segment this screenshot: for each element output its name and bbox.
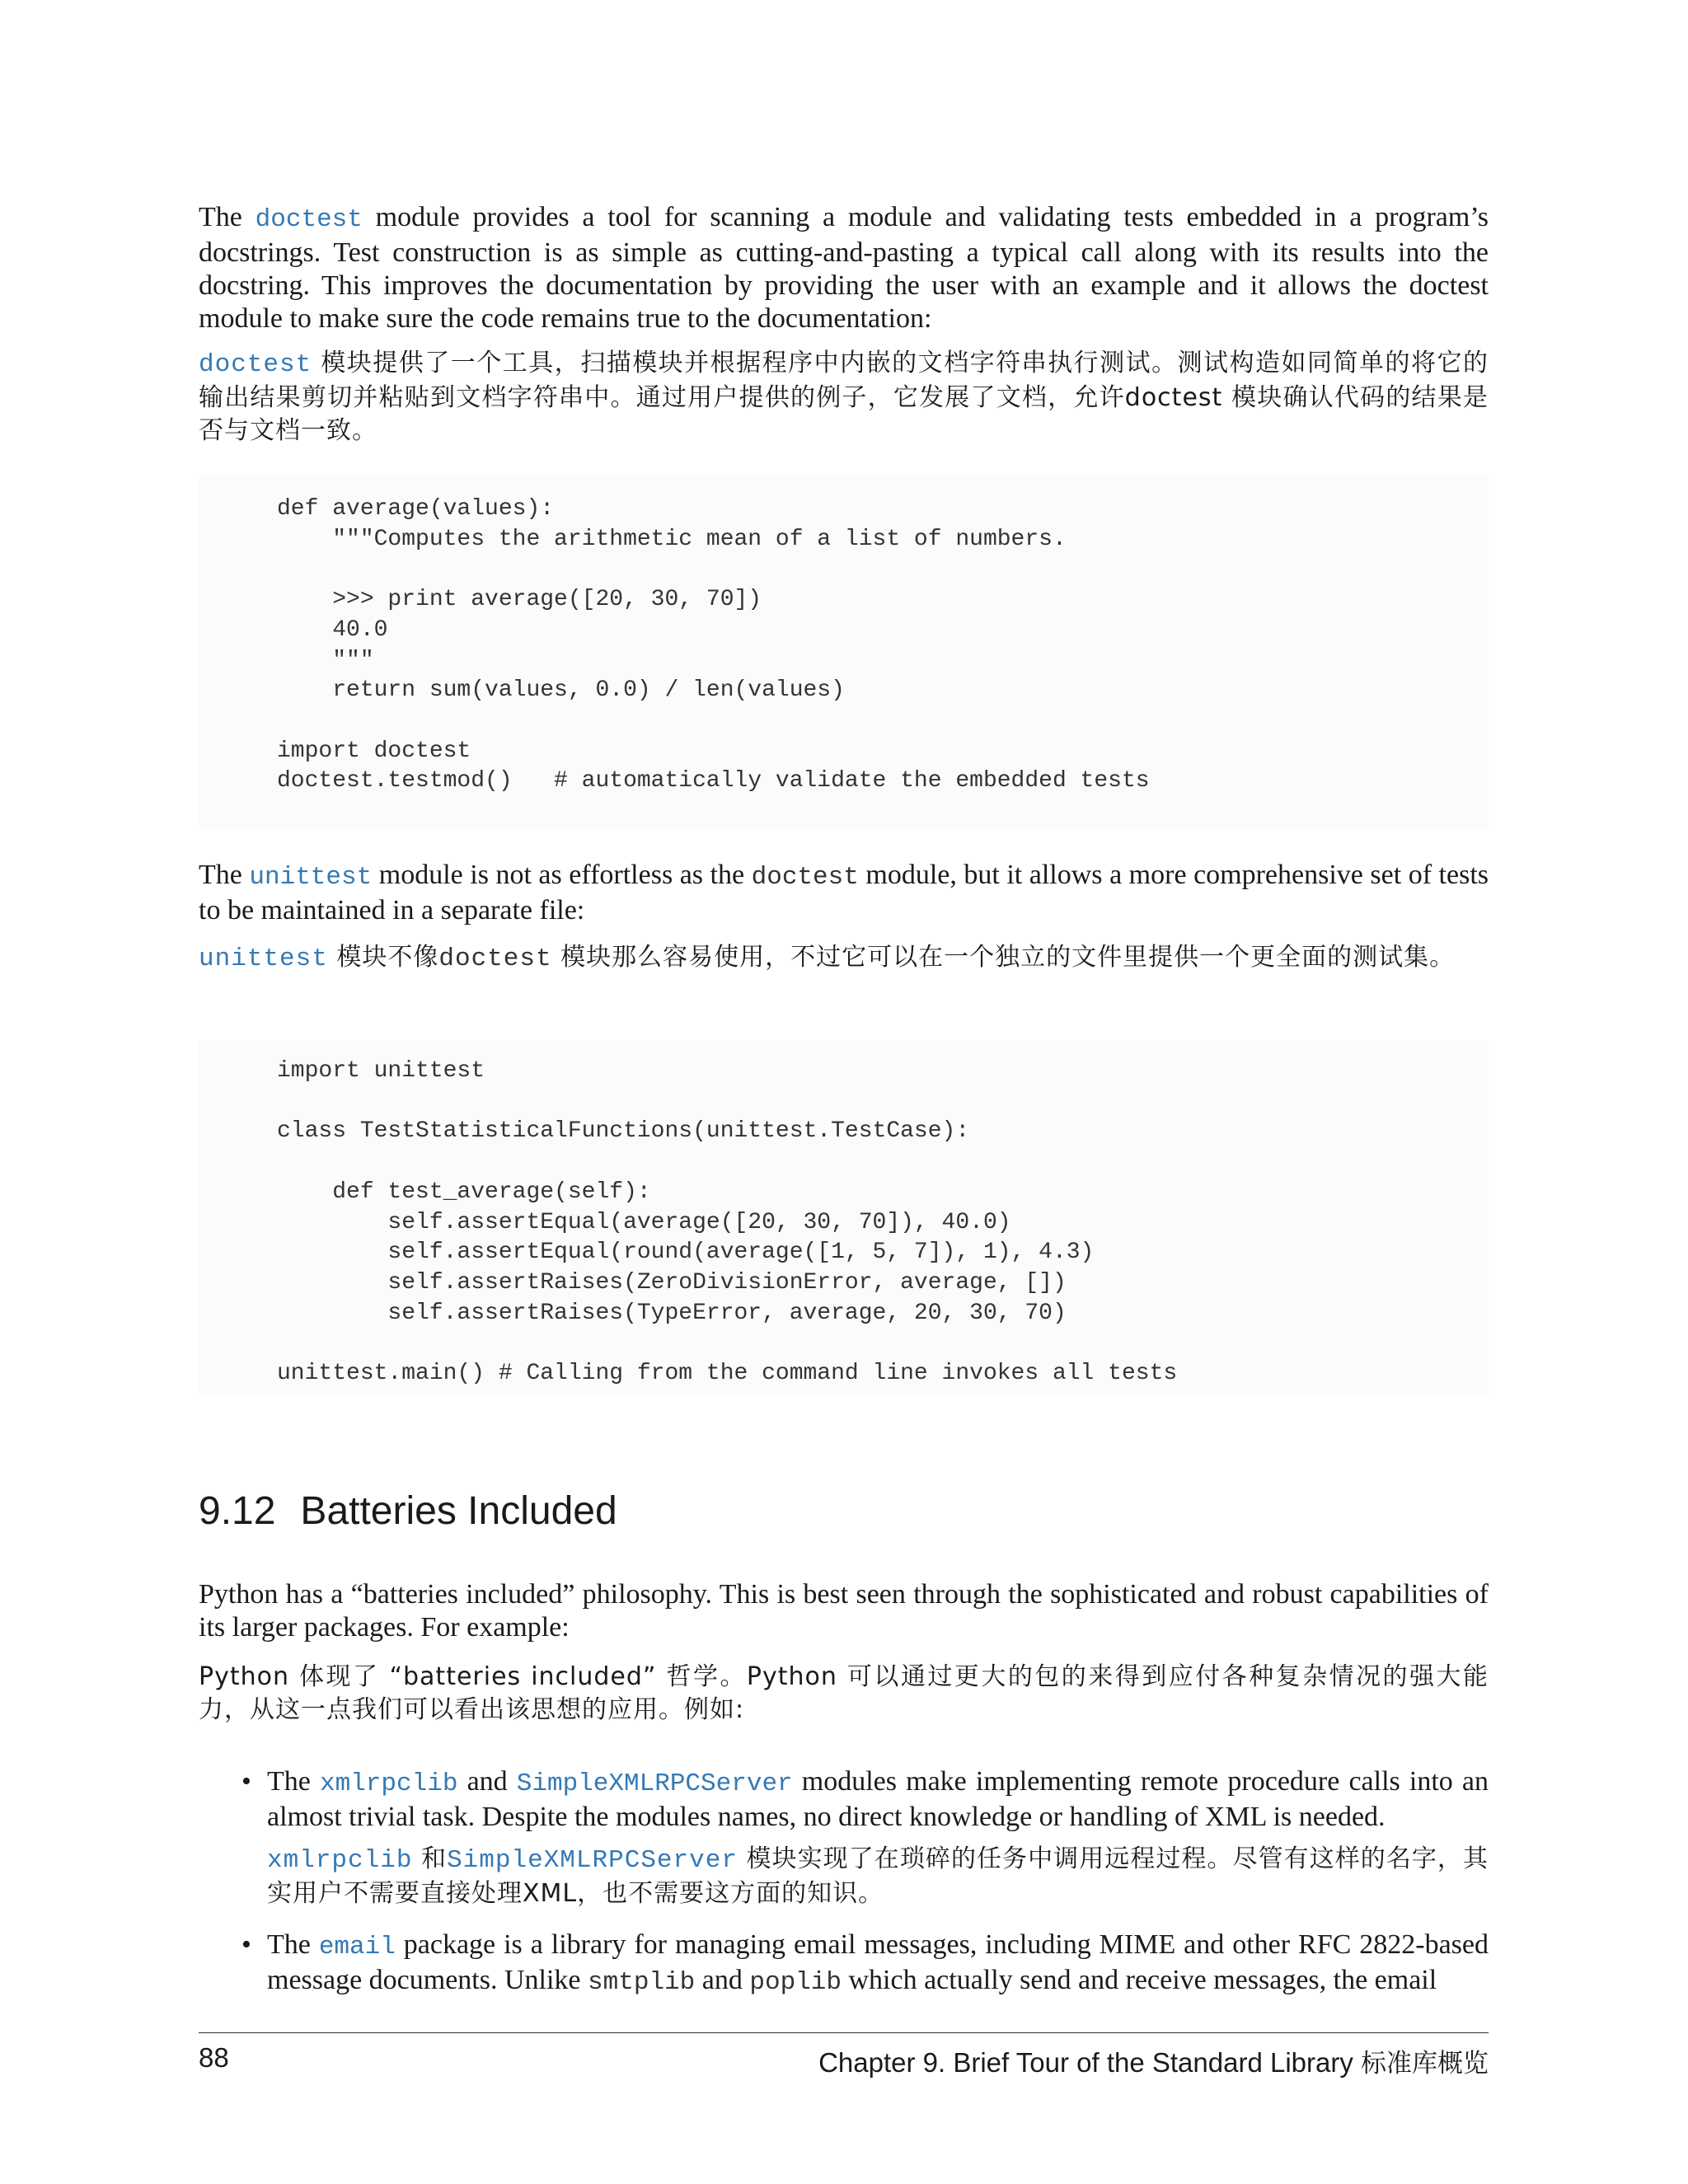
code-text: import unittest class TestStatisticalFunctions(unittest.TestCase): def test_average(self): self.assertEqual(average([20, 30, 70]), 40.0) self.assertEqual(round(average([1, 5, 7]), 1), 4.3) self.assertRaises(ZeroDivisionError, average, []) self.assertRaises(TypeError, average, 20, 30, 70) unittest.main() # Calling from the command line invokes all tests xyxy=(277,1058,1178,1387)
text-run: and xyxy=(457,1766,517,1797)
text-run: 模块实现了在琐碎的任务中调用远程过程。尽管有这样的名字，其实用户不需要直接处理XML，也不需要这方面的知识。 xyxy=(267,1844,1489,1908)
text-run: 模块提供了一个工具，扫描模块并根据程序中内嵌的文档字符串执行测试。测试构造如同简单的将它的输出结果剪切并粘贴到文档字符串中。通过用户提供的例子，它发展了文档，允许doctest 模块确认代码的结果是否与文档一致。 xyxy=(199,349,1489,445)
email-module-link[interactable]: email xyxy=(318,1933,396,1961)
doctest-intro-paragraph-zh xyxy=(199,347,1489,448)
text-run: module, but it allows a more comprehensive set of tests to be maintained in a separate file: xyxy=(199,860,1489,926)
text-run: package is a library for managing email messages, including MIME and other RFC 2822-based message documents. Unlike xyxy=(267,1929,1489,1995)
chapter-title xyxy=(818,2042,1489,2079)
chapter-title-zh: 标准库概览 xyxy=(1361,2049,1489,2079)
list-item-xmlrpc xyxy=(267,1765,1489,1834)
smtplib-inline-code: smtplib xyxy=(588,1968,696,1997)
list-item-xmlrpc-zh xyxy=(267,1843,1489,1910)
bullet-marker: • xyxy=(241,1929,251,1960)
text-run: The xyxy=(267,1766,320,1797)
text-run: modules make implementing remote procedure calls into an almost trivial task. Despite the modules names, no direct knowledge or handling of XML is needed. xyxy=(267,1766,1489,1832)
xmlrpclib-module-link[interactable]: xmlrpclib xyxy=(320,1769,458,1798)
unittest-intro-paragraph-zh xyxy=(199,941,1489,976)
section-number: 9.12 xyxy=(199,1489,276,1533)
doctest-intro-paragraph xyxy=(199,201,1489,335)
chapter-title-en: Chapter 9. Brief Tour of the Standard Library xyxy=(818,2047,1361,2078)
doctest-code-block xyxy=(199,475,1489,829)
unittest-module-link-zh[interactable]: unittest xyxy=(199,944,328,973)
simplexmlrpcserver-module-link-zh[interactable]: SimpleXMLRPCServer xyxy=(447,1846,738,1875)
doctest-inline-code-zh: doctest xyxy=(438,944,552,973)
doctest-module-link[interactable]: doctest xyxy=(255,205,363,234)
text-run: module provides a tool for scanning a module and validating tests embedded in a program’s docstrings. Test construction is as simple as cutting-and-pasting a typical call along with its results into the docstring. This improves the documentation by providing the user with an example and it allows the doctest module to make sure the code remains true to the documentation: xyxy=(199,202,1489,334)
text-run: and xyxy=(695,1965,750,1995)
unittest-module-link[interactable]: unittest xyxy=(249,863,373,892)
batteries-intro-paragraph-zh: Python 体现了 “batteries included” 哲学。Python 可以通过更大的包的来得到应付各种复杂情况的强大能力，从这一点我们可以看出该思想的应用。例如: xyxy=(199,1662,1489,1724)
code-text: def average(values): """Computes the arithmetic mean of a list of numbers. >>> print average([20, 30, 70]) 40.0 """ return sum(values, 0.0) / len(values) import doctest doctest.testmod() # automatically validate the embedded tests xyxy=(277,496,1150,794)
page-number: 88 xyxy=(199,2042,229,2073)
text-run: 模块那么容易使用，不过它可以在一个独立的文件里提供一个更全面的测试集。 xyxy=(551,943,1456,972)
text-run: 模块不像 xyxy=(327,943,439,972)
doctest-inline-code: doctest xyxy=(751,863,859,892)
text-run: 和 xyxy=(412,1844,448,1873)
text-run: The xyxy=(267,1929,319,1960)
list-item-email xyxy=(267,1929,1489,1999)
xmlrpclib-module-link-zh[interactable]: xmlrpclib xyxy=(267,1846,413,1875)
unittest-intro-paragraph xyxy=(199,859,1489,927)
batteries-intro-paragraph: Python has a “batteries included” philosophy. This is best seen through the sophisticated and robust capabilities of its larger packages. For example: xyxy=(199,1579,1489,1643)
simplexmlrpcserver-module-link[interactable]: SimpleXMLRPCServer xyxy=(516,1769,793,1798)
doctest-module-link-zh[interactable]: doctest xyxy=(199,350,312,379)
text-run: The xyxy=(199,202,256,232)
section-title: Batteries Included xyxy=(300,1489,617,1533)
footer-divider xyxy=(199,2032,1489,2033)
bullet-marker: • xyxy=(241,1766,251,1797)
text-run: module is not as effortless as the xyxy=(372,860,752,890)
text-run: The xyxy=(199,860,250,890)
text-run: which actually send and receive messages, the email xyxy=(841,1965,1437,1995)
section-heading xyxy=(199,1488,617,1534)
unittest-code-block xyxy=(199,1040,1489,1396)
poplib-inline-code: poplib xyxy=(749,1968,842,1997)
